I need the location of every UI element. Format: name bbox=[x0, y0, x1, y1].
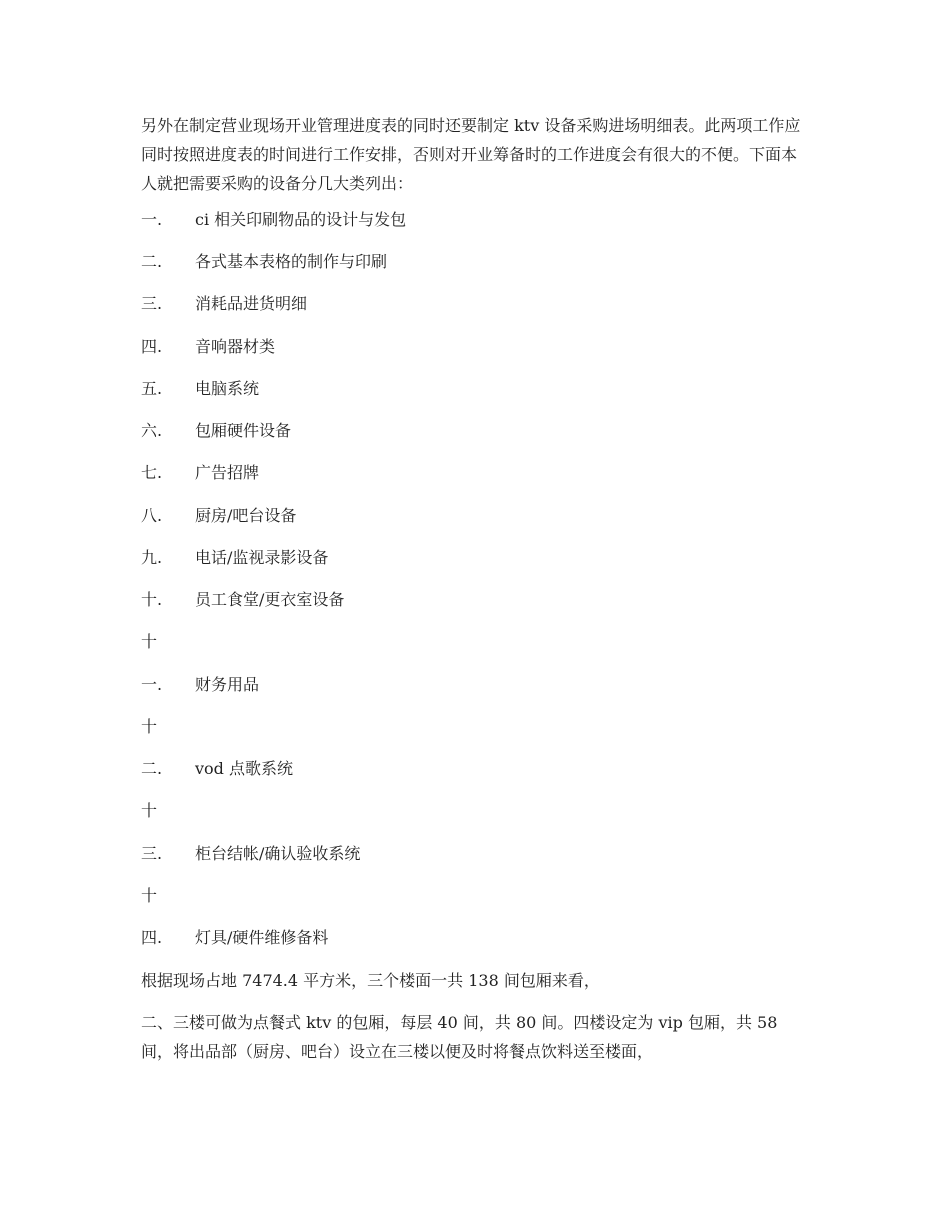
list-item-text: 包厢硬件设备 bbox=[195, 421, 292, 440]
list-item bbox=[141, 209, 406, 231]
ten-prefix: 十 bbox=[141, 632, 158, 651]
list-item-text: ci 相关印刷物品的设计与发包 bbox=[195, 210, 407, 229]
list-item-number: 五. bbox=[141, 379, 163, 398]
list-item-text: vod 点歌系统 bbox=[195, 759, 294, 778]
list-item bbox=[141, 674, 259, 696]
list-item-number: 四. bbox=[141, 928, 163, 947]
list-item-number: 九. bbox=[141, 548, 163, 567]
list-item-number: 一. bbox=[141, 210, 163, 229]
site-area-paragraph: 根据现场占地 7474.4 平方米，三个楼面一共 138 间包厢来看， bbox=[141, 971, 600, 990]
floor-plan-paragraph: 二、三楼可做为点餐式 ktv 的包厢，每层 40 间，共 80 间。四楼设定为 vip 包厢，共 58 间，将出品部（厨房、吧台）设立在三楼以便及时将餐点饮料送至楼面， bbox=[141, 1013, 778, 1061]
list-item-number: 三. bbox=[141, 294, 163, 313]
list-item-text: 厨房/吧台设备 bbox=[195, 506, 297, 525]
list-item-text: 消耗品进货明细 bbox=[195, 294, 308, 313]
list-item-text: 灯具/硬件维修备料 bbox=[195, 928, 329, 947]
list-item-number: 二. bbox=[141, 252, 163, 271]
list-item bbox=[141, 547, 328, 569]
list-item-number: 三. bbox=[141, 844, 163, 863]
list-item bbox=[141, 378, 259, 400]
list-item bbox=[141, 589, 344, 611]
list-item-number: 七. bbox=[141, 463, 163, 482]
list-item-number: 一. bbox=[141, 675, 163, 694]
list-item bbox=[141, 505, 296, 527]
list-item bbox=[141, 927, 328, 949]
list-item-text: 柜台结帐/确认验收系统 bbox=[195, 844, 361, 863]
list-item bbox=[141, 293, 307, 315]
list-item-text: 电脑系统 bbox=[195, 379, 260, 398]
list-item-number: 四. bbox=[141, 337, 163, 356]
list-item bbox=[141, 758, 293, 780]
list-item-text: 广告招牌 bbox=[195, 463, 260, 482]
list-item bbox=[141, 462, 259, 484]
ten-prefix: 十 bbox=[141, 717, 158, 736]
list-item-text: 财务用品 bbox=[195, 675, 260, 694]
list-item-number: 二. bbox=[141, 759, 163, 778]
list-item-text: 电话/监视录影设备 bbox=[195, 548, 329, 567]
list-item-text: 音响器材类 bbox=[195, 337, 276, 356]
list-item bbox=[141, 251, 387, 273]
list-item-number: 六. bbox=[141, 421, 163, 440]
list-item-text: 员工食堂/更衣室设备 bbox=[195, 590, 345, 609]
ten-prefix: 十 bbox=[141, 801, 158, 820]
intro-paragraph: 另外在制定营业现场开业管理进度表的同时还要制定 ktv 设备采购进场明细表。此两项工作应同时按照进度表的时间进行工作安排，否则对开业筹备时的工作进度会有很大的不便。下面本人就把需要采购的设备分几大类列出： bbox=[141, 116, 801, 193]
list-item-number: 十. bbox=[141, 590, 163, 609]
list-item bbox=[141, 420, 291, 442]
list-item bbox=[141, 336, 275, 358]
list-item bbox=[141, 843, 360, 865]
list-item-text: 各式基本表格的制作与印刷 bbox=[195, 252, 388, 271]
ten-prefix: 十 bbox=[141, 886, 158, 905]
list-item-number: 八. bbox=[141, 506, 163, 525]
